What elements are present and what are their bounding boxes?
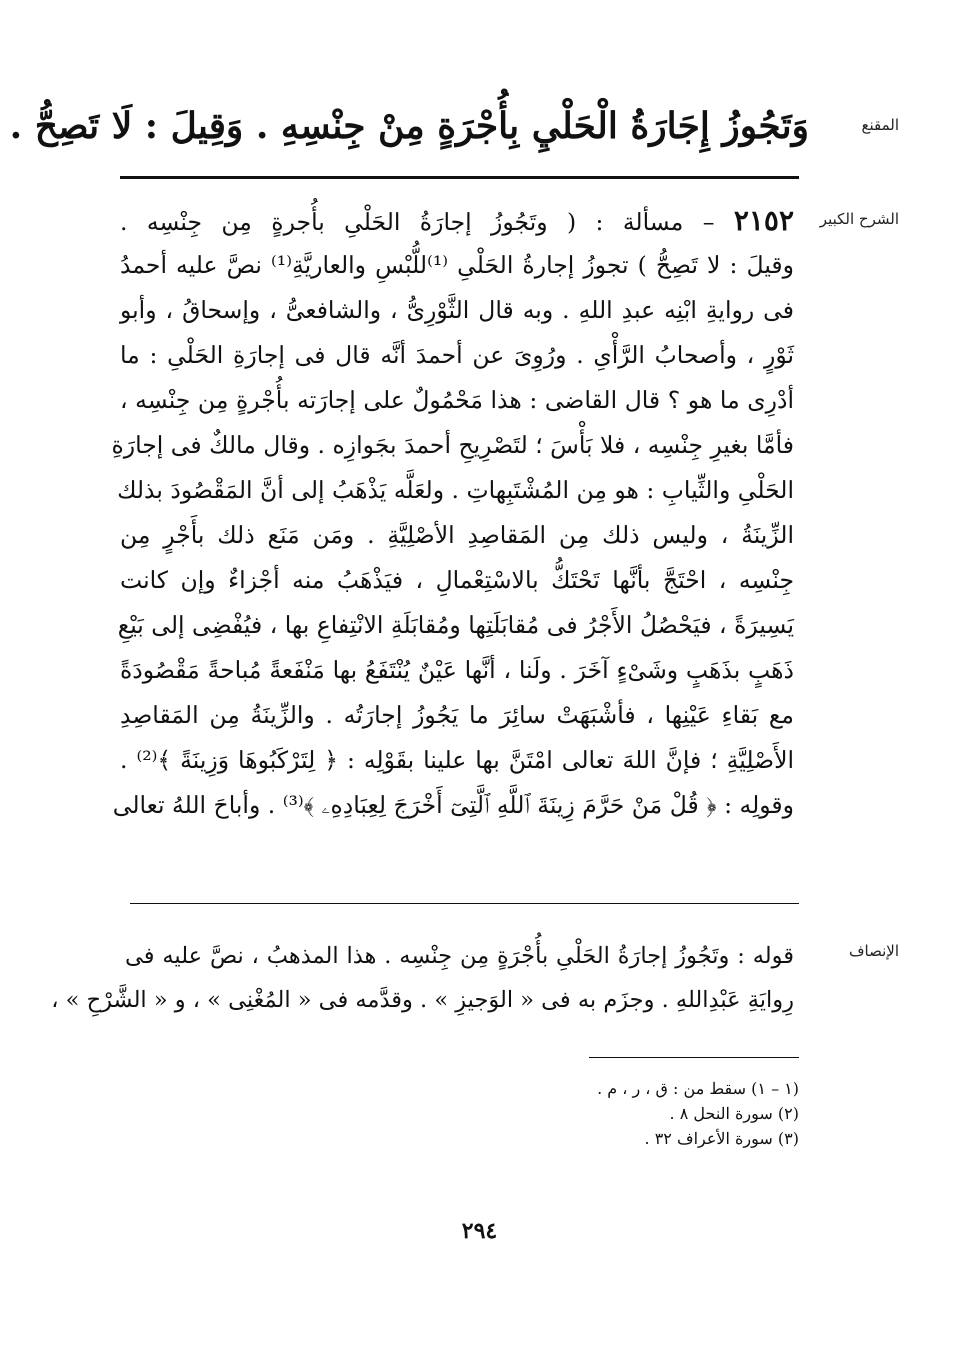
sharh-line: يَسِيرَةً ، فيَحْصُلُ الأَجْرُ فى مُقابَلَتِها ومُقابَلَةِ الانْتِفاعِ بها ، فيُفْضِى إلى بَيْعِ bbox=[117, 611, 794, 639]
page-number: ٢٩٤ bbox=[461, 1218, 498, 1244]
sharh-line: الحَلْىِ والثِّيابِ : هو مِن المُشْتَبِهاتِ . ولعَلَّه يَذْهَبُ إلى أنَّ المَقْصُودَ بذلك bbox=[117, 476, 794, 504]
sharh-line: جِنْسِه ، احْتَجَّ بأنَّها تَحْتَكُّ بالاسْتِعْمالِ ، فيَذْهَبُ منه أجْزاءٌ وإن كانت bbox=[120, 566, 794, 594]
sharh-line: وقولِه : ﴿ قُلْ مَنْ حَرَّمَ زِينَةَ ٱللَّهِ ٱلَّتِىٓ أَخْرَجَ لِعِبَادِهِۦ ﴾⁽³⁾ . وأباحَ اللهُ تعالى bbox=[112, 791, 794, 819]
sharh-line bbox=[120, 198, 794, 243]
sharh-label: الشرح الكبير bbox=[819, 210, 899, 228]
sharh-line: أدْرِى ما هو ؟ قال القاضى : هذا مَحْمُولٌ على إجارَته بأُجْرةٍ مِن جِنْسِه ، bbox=[120, 386, 794, 414]
sharh-line: الأَصْلِيَّةِ ؛ فإنَّ اللهَ تعالى امْتَنَّ بها علينا بقَوْلِه : ﴿ لِتَرْكَبُوهَا وَزِينَةً ﴾⁽²⁾ . bbox=[120, 746, 794, 774]
muqni-text: وَتَجُوزُ إِجَارَةُ الْحَلْيِ بِأُجْرَةٍ مِنْ جِنْسِهِ . وَقِيلَ : لَا تَصِحُّ . bbox=[9, 105, 809, 147]
footnotes bbox=[379, 1076, 799, 1151]
footnote: (١ – ١) سقط من : ق ، ر ، م . bbox=[597, 1079, 799, 1098]
muqni-label: المقنع bbox=[861, 116, 899, 134]
sharh-line: ذَهَبٍ بذَهَبٍ وشَىْءٍ آخَرَ . ولَنا ، أنَّها عَيْنٌ يُنْتَفَعُ بها مَنْفَعةً مُباحةً مَقْصُودَةً bbox=[120, 656, 794, 684]
sharh-line: وقيلَ : لا تَصِحُّ ) تجوزُ إجارةُ الحَلْىِ ⁽¹⁾للُّبْسِ والعاريَّةِ⁽¹⁾ نصَّ عليه أحمدُ bbox=[120, 251, 794, 279]
sharh-line: مع بَقاءِ عَيْنِها ، فأشْبَهَتْ سائِرَ ما يَجُوزُ إجارَتُه . والزِّينَةُ مِن المَقاصِدِ bbox=[120, 701, 794, 729]
sharh-line: ثَوْرٍ ، وأصحابُ الرَّأْىِ . ورُوِىَ عن أحمدَ أنَّه قال فى إجارَةِ الحَلْىِ : ما bbox=[120, 341, 794, 369]
sharh-line: الزِّينَةُ ، وليس ذلك مِن المَقاصِدِ الأصْلِيَّةِ . ومَن مَنَع ذلك بأَجْرٍ مِن bbox=[120, 521, 794, 549]
muqni-divider bbox=[120, 176, 799, 179]
insaf-line: رِوايَةِ عَبْدِاللهِ . وجزَم به فى « الوَجيزِ » . وقدَّمه فى « المُغْنِى » ، و « الشَّرْحِ » ، bbox=[51, 987, 794, 1013]
sharh-divider bbox=[130, 903, 799, 904]
insaf-line: قوله : وتَجُوزُ إجارَةُ الحَلْىِ بأُجْرَةٍ مِن جِنْسِه . هذا المذهبُ ، نصَّ عليه فى bbox=[125, 943, 794, 969]
sharh-line: فى روايةِ ابْنِه عبدِ اللهِ . وبه قال الثَّوْرِىُّ ، والشافعىُّ ، وإسحاقُ ، وأبو bbox=[120, 296, 794, 324]
footnote: (٢) سورة النحل ٨ . bbox=[669, 1104, 799, 1123]
footnote: (٣) سورة الأعراف ٣٢ . bbox=[644, 1129, 799, 1148]
sharh-line-text: – مسألة : ( وتَجُوزُ إجارَةُ الحَلْىِ بأُجرةٍ مِن جِنْسِه . bbox=[120, 208, 715, 236]
footnote-divider bbox=[589, 1057, 799, 1058]
sharh-body bbox=[111, 198, 794, 828]
insaf-label: الإنصاف bbox=[848, 942, 899, 960]
insaf-body bbox=[51, 934, 794, 1022]
sharh-line: فأمَّا بغيرِ جِنْسِه ، فلا بَأْسَ ؛ لتَصْرِيحِ أحمدَ بجَوازِه . وقال مالكٌ فى إجارَةِ bbox=[111, 431, 794, 459]
issue-number: ٢١٥٢ bbox=[733, 204, 794, 237]
